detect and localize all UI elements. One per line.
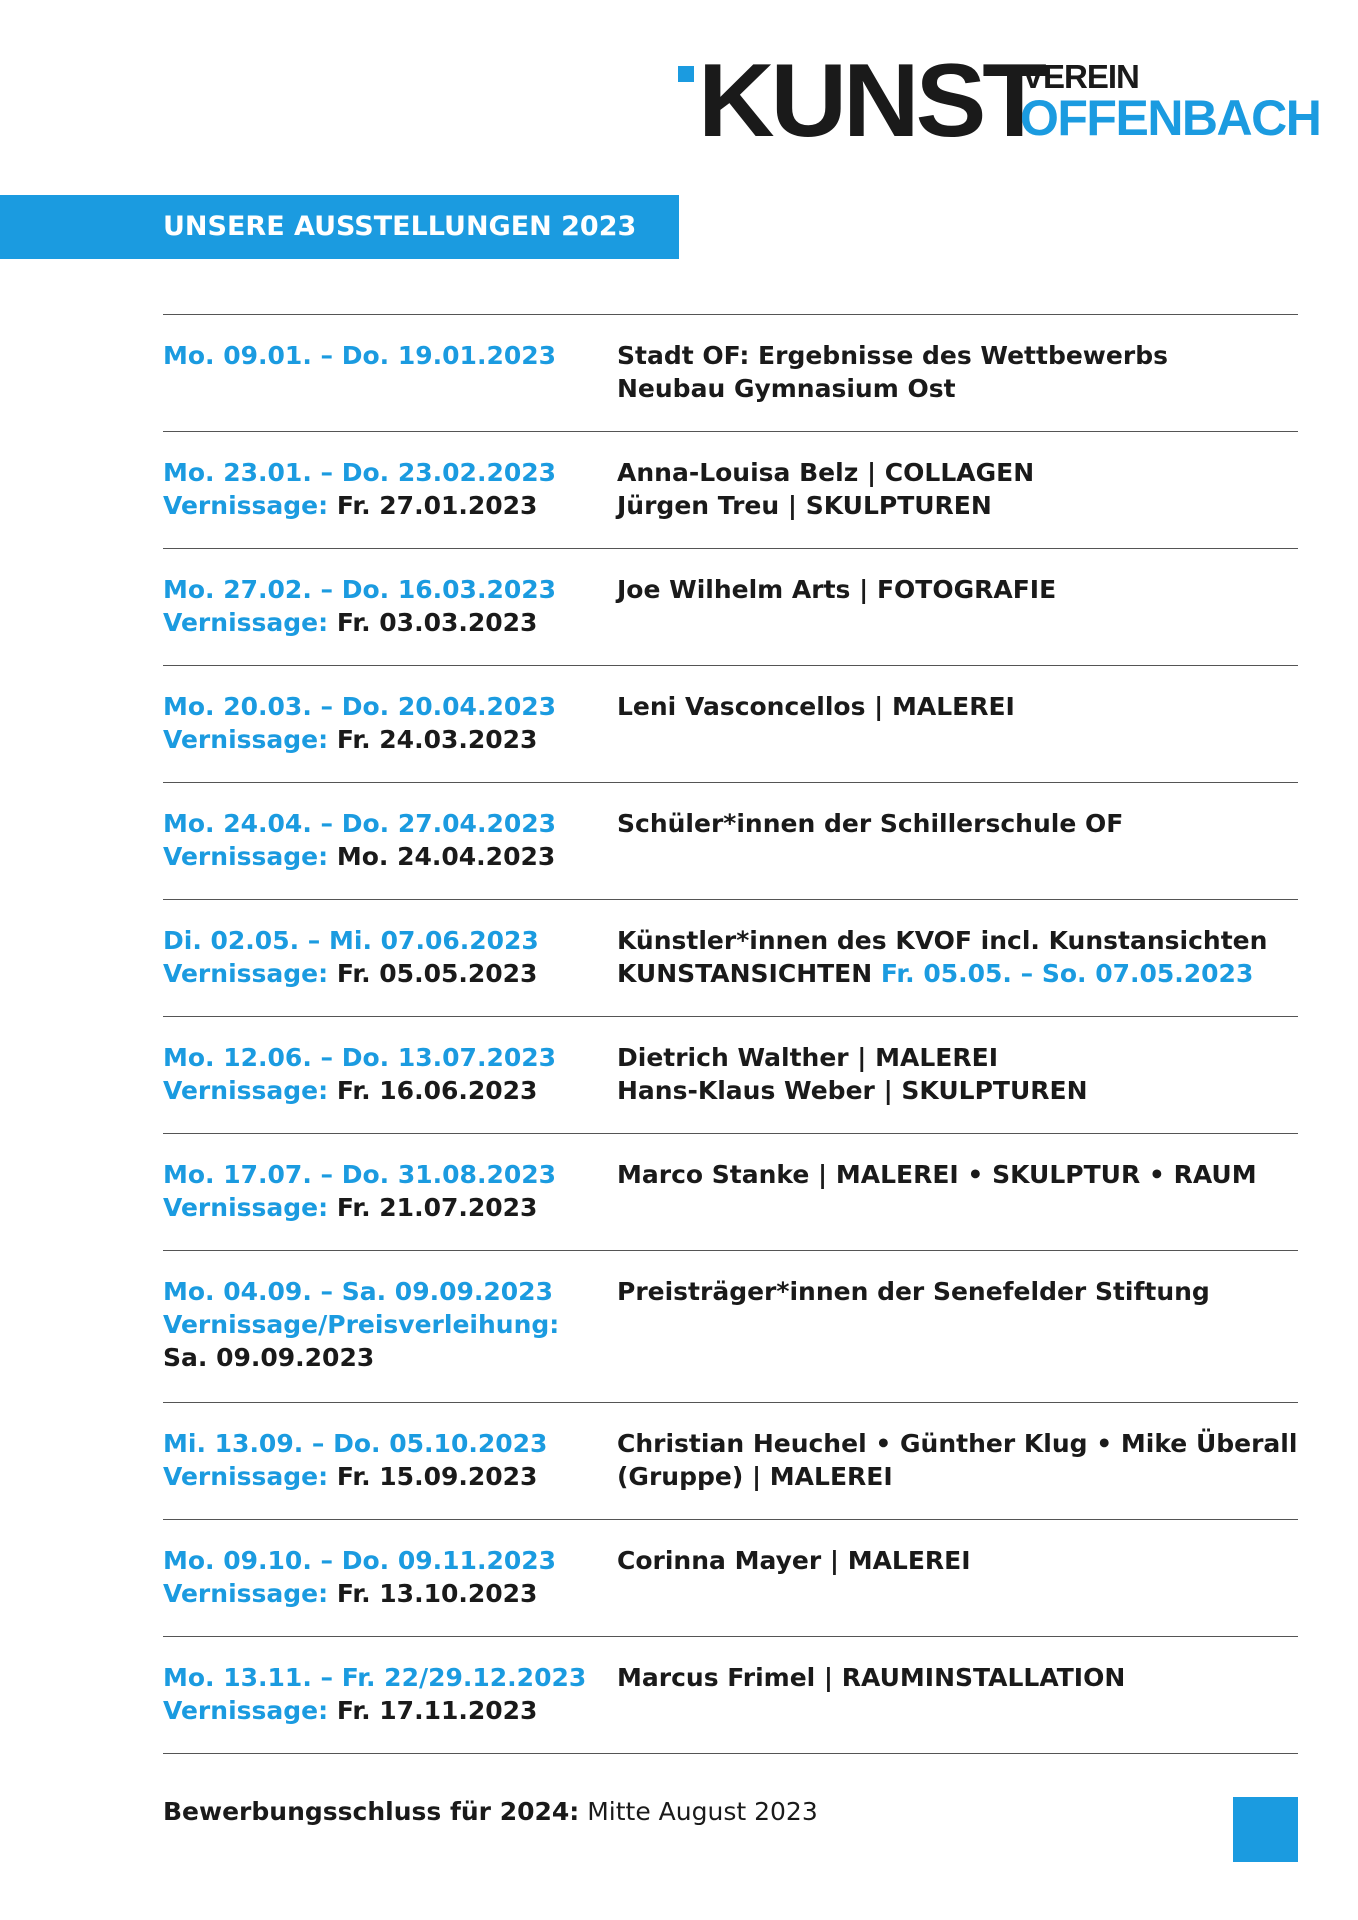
vernissage-label: Vernissage: — [163, 1579, 329, 1608]
exhibition-row — [163, 314, 1298, 431]
exhibition-date: Mo. 17.07. – Do. 31.08.2023 — [163, 1160, 557, 1189]
exhibition-date: Di. 02.05. – Mi. 07.06.2023 — [163, 926, 539, 955]
exhibition-row — [163, 1402, 1298, 1519]
exhibition-row — [163, 1636, 1298, 1753]
logo-kunst: KUNST — [698, 43, 1043, 159]
exhibition-subtitle: (Gruppe) | MALEREI — [617, 1462, 893, 1491]
exhibition-title: Corinna Mayer | MALEREI — [617, 1546, 971, 1575]
deadline-value: Mitte August 2023 — [579, 1797, 818, 1826]
exhibition-subtitle: Jürgen Treu | SKULPTUREN — [617, 491, 992, 520]
exhibition-date: Mo. 13.11. – Fr. 22/29.12.2023 — [163, 1663, 587, 1692]
vernissage-label: Vernissage: — [163, 1076, 329, 1105]
exhibition-title: Schüler*innen der Schillerschule OF — [617, 809, 1124, 838]
vernissage-date: Fr. 21.07.2023 — [336, 1193, 538, 1222]
exhibition-row — [163, 782, 1298, 899]
exhibition-title: Anna-Louisa Belz | COLLAGEN — [617, 458, 1035, 487]
vernissage-date: Fr. 15.09.2023 — [336, 1462, 538, 1491]
exhibition-subtitle — [617, 957, 1307, 990]
exhibition-date: Mo. 27.02. – Do. 16.03.2023 — [163, 575, 557, 604]
vernissage-label: Vernissage: — [163, 491, 329, 520]
vernissage — [163, 489, 603, 522]
vernissage-label: Vernissage: — [163, 959, 329, 988]
vernissage-label: Vernissage: — [163, 725, 329, 754]
vernissage-date: Fr. 17.11.2023 — [336, 1696, 538, 1725]
vernissage — [163, 957, 603, 990]
kunstverein-logo — [678, 43, 1321, 159]
logo-offenbach: OFFENBACH — [1020, 90, 1321, 146]
vernissage-date: Mo. 24.04.2023 — [336, 842, 556, 871]
exhibition-title: Preisträger*innen der Senefelder Stiftung — [617, 1277, 1210, 1306]
exhibition-date: Mo. 24.04. – Do. 27.04.2023 — [163, 809, 557, 838]
exhibition-title: Christian Heuchel • Günther Klug • Mike Überall — [617, 1429, 1298, 1458]
application-deadline — [163, 1795, 818, 1828]
deadline-label: Bewerbungsschluss für 2024: — [163, 1797, 580, 1826]
vernissage-label: Vernissage: — [163, 608, 329, 637]
exhibition-date: Mo. 09.01. – Do. 19.01.2023 — [163, 341, 557, 370]
corner-square — [1233, 1797, 1298, 1862]
vernissage-label: Vernissage: — [163, 1462, 329, 1491]
exhibition-row — [163, 1133, 1298, 1250]
exhibition-list — [163, 314, 1298, 1754]
exhibition-date: Mo. 12.06. – Do. 13.07.2023 — [163, 1043, 557, 1072]
section-banner — [0, 195, 679, 259]
vernissage-date: Fr. 03.03.2023 — [336, 608, 538, 637]
vernissage-date: Fr. 27.01.2023 — [336, 491, 538, 520]
vernissage-date: Fr. 13.10.2023 — [336, 1579, 538, 1608]
section-title: UNSERE AUSSTELLUNGEN 2023 — [163, 211, 637, 242]
exhibition-date: Mi. 13.09. – Do. 05.10.2023 — [163, 1429, 548, 1458]
vernissage — [163, 1074, 603, 1107]
exhibition-title: Dietrich Walther | MALEREI — [617, 1043, 999, 1072]
exhibition-title: Stadt OF: Ergebnisse des Wettbewerbs — [617, 341, 1168, 370]
exhibition-subtitle: Neubau Gymnasium Ost — [617, 374, 956, 403]
exhibition-title: Marco Stanke | MALEREI • SKULPTUR • RAUM — [617, 1160, 1257, 1189]
vernissage — [163, 1191, 603, 1224]
exhibition-row — [163, 1016, 1298, 1133]
exhibition-date: Mo. 09.10. – Do. 09.11.2023 — [163, 1546, 557, 1575]
divider — [163, 1753, 1298, 1754]
exhibition-subtitle: Hans-Klaus Weber | SKULPTUREN — [617, 1076, 1088, 1105]
kunstansichten-label: KUNSTANSICHTEN — [617, 959, 873, 988]
exhibition-date: Mo. 04.09. – Sa. 09.09.2023 — [163, 1277, 553, 1306]
vernissage — [163, 1577, 603, 1610]
exhibition-row — [163, 1519, 1298, 1636]
logo-verein: VEREIN — [1022, 58, 1139, 95]
vernissage — [163, 723, 603, 756]
exhibition-title: Joe Wilhelm Arts | FOTOGRAFIE — [617, 575, 1057, 604]
exhibition-row — [163, 431, 1298, 548]
vernissage — [163, 606, 603, 639]
exhibition-title: Marcus Frimel | RAUMINSTALLATION — [617, 1663, 1126, 1692]
exhibition-row — [163, 548, 1298, 665]
vernissage-date: Fr. 05.05.2023 — [336, 959, 538, 988]
logo-mark — [678, 66, 694, 82]
kunstansichten-date: Fr. 05.05. – So. 07.05.2023 — [872, 959, 1254, 988]
exhibition-row — [163, 899, 1298, 1016]
vernissage-label: Vernissage: — [163, 1193, 329, 1222]
vernissage-date: Fr. 16.06.2023 — [336, 1076, 538, 1105]
vernissage-date: Sa. 09.09.2023 — [163, 1343, 375, 1372]
exhibition-date: Mo. 20.03. – Do. 20.04.2023 — [163, 692, 557, 721]
vernissage-label: Vernissage: — [163, 1696, 329, 1725]
vernissage-label: Vernissage/Preisverleihung: — [163, 1310, 560, 1339]
vernissage — [163, 1460, 603, 1493]
vernissage-label: Vernissage: — [163, 842, 329, 871]
vernissage — [163, 1694, 603, 1727]
exhibition-title: Leni Vasconcellos | MALEREI — [617, 692, 1015, 721]
exhibition-row — [163, 665, 1298, 782]
vernissage — [163, 840, 603, 873]
exhibition-title: Künstler*innen des KVOF incl. Kunstansichten — [617, 926, 1268, 955]
vernissage-date: Fr. 24.03.2023 — [336, 725, 538, 754]
exhibition-row — [163, 1250, 1298, 1402]
exhibition-date: Mo. 23.01. – Do. 23.02.2023 — [163, 458, 557, 487]
